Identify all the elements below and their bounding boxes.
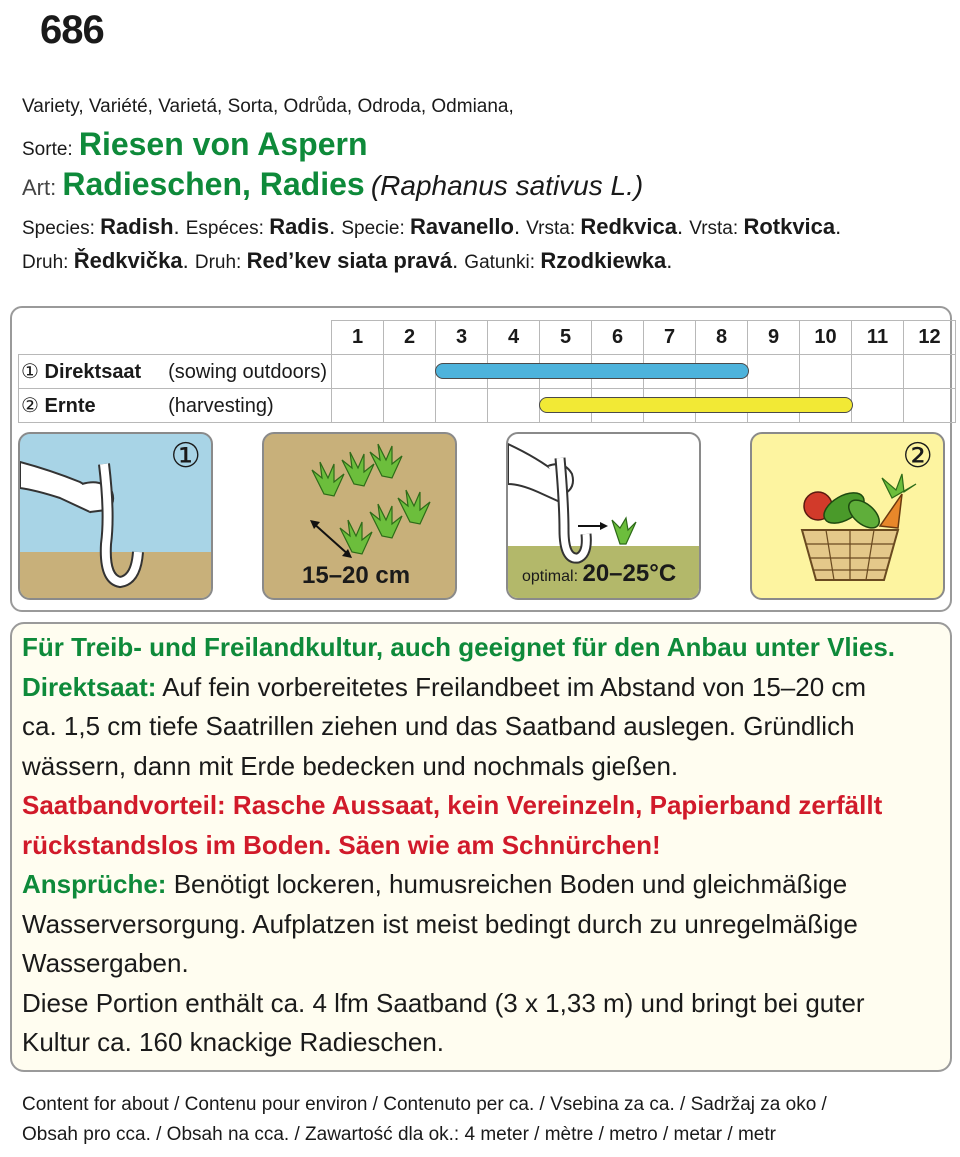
portion-line: Diese Portion enthält ca. 4 lfm Saatband (3 x 1,33 m) und bringt bei guter xyxy=(22,987,865,1018)
sorte-value: Riesen von Aspern xyxy=(78,126,368,162)
month-cell: 1 xyxy=(332,321,384,355)
temperature-label: optimal: xyxy=(522,568,579,585)
species-label: Druh: xyxy=(22,252,74,273)
month-cell: 2 xyxy=(384,321,436,355)
species-label: Specie: xyxy=(341,218,410,239)
species-value: Ředkvička xyxy=(73,248,183,273)
month-cell: 11 xyxy=(852,321,904,355)
art-latin: (Raphanus sativus L.) xyxy=(370,170,644,201)
temperature-value: 20–25°C xyxy=(582,560,677,587)
requirements-text: Benötigt lockeren, humusreichen Boden und gleichmäßige xyxy=(166,869,848,899)
sorte-label: Sorte: xyxy=(22,139,73,160)
species-label: Species: xyxy=(22,218,101,239)
cultivation-note: Für Treib- und Freilandkultur, auch geeignet für den Anbau unter Vlies. xyxy=(22,632,896,662)
row-desc: (harvesting) xyxy=(168,395,274,417)
month-cell: 6 xyxy=(592,321,644,355)
step-badge: ② xyxy=(902,437,933,475)
direct-sowing-label: Direktsaat: xyxy=(22,671,157,702)
instructions-text xyxy=(22,628,895,1063)
requirements-label: Ansprüche: xyxy=(22,869,167,899)
species-value: Radis xyxy=(269,214,330,239)
species-label: Vrsta: xyxy=(526,218,581,239)
direct-sowing-line: wässern, dann mit Erde bedecken und nochmals gießen. xyxy=(22,750,679,781)
direct-sowing-text: Auf fein vorbereitetes Freilandbeet im Abstand von 15–20 cm xyxy=(156,671,867,702)
row-desc: (sowing outdoors) xyxy=(168,361,328,383)
row-name: Ernte xyxy=(44,395,96,417)
advantage-line: rückstandslos im Boden. Säen wie am Schnürchen! xyxy=(22,829,661,860)
calendar-header-row xyxy=(19,321,956,355)
row-number: ② xyxy=(21,395,39,417)
month-cell: 4 xyxy=(488,321,540,355)
row-number: ① xyxy=(21,361,39,383)
species-line-1: Species: Radish. Espéces: Radis. Specie: Ravanello. Vrsta: Redkvica. Vrsta: Rotkvica. xyxy=(22,214,842,239)
temperature-caption xyxy=(522,560,676,588)
advantage-line: Saatbandvorteil: Rasche Aussaat, kein Vereinzeln, Papierband zerfällt xyxy=(22,790,883,820)
art-value: Radieschen, Radies xyxy=(62,166,365,202)
species-label: Espéces: xyxy=(185,218,270,239)
harvest-illustration xyxy=(750,432,945,600)
step-badge: ① xyxy=(170,437,201,475)
harvest-period-bar xyxy=(539,397,853,413)
month-cell: 5 xyxy=(540,321,592,355)
spacing-illustration xyxy=(262,432,457,600)
species-value: Rzodkiewka xyxy=(540,248,667,273)
species-line-2: Druh: Ředkvička. Druh: Red’kev siata pravá. Gatunki: Rzodkiewka. xyxy=(22,248,673,273)
species-label: Vrsta: xyxy=(689,218,744,239)
spacing-caption: 15–20 cm xyxy=(302,562,411,589)
month-cell: 10 xyxy=(800,321,852,355)
content-line: Content for about / Contenu pour environ / Contenuto per ca. / Vsebina za ca. / Sadržaj za oko / xyxy=(22,1094,827,1115)
species-value: Red’kev siata pravá xyxy=(246,248,453,273)
sowing-illustration xyxy=(18,432,213,600)
species-label: Druh: xyxy=(194,252,247,273)
direct-sowing-line: ca. 1,5 cm tiefe Saatrillen ziehen und das Saatband auslegen. Gründlich xyxy=(22,711,855,741)
month-cell: 8 xyxy=(696,321,748,355)
requirements-line: Wassergaben. xyxy=(22,948,189,978)
species-label: Gatunki: xyxy=(464,252,541,273)
month-cell: 7 xyxy=(644,321,696,355)
art-label: Art: xyxy=(22,175,57,200)
calendar-row-label xyxy=(19,355,332,389)
month-cell: 9 xyxy=(748,321,800,355)
content-line: Obsah pro cca. / Obsah na cca. / Zawartość dla ok.: 4 meter / mètre / metro / metar / metr xyxy=(22,1124,776,1145)
packet-number: 686 xyxy=(40,8,104,52)
species-value: Rotkvica xyxy=(743,214,836,239)
month-cell: 12 xyxy=(904,321,956,355)
species-value: Redkvica xyxy=(580,214,677,239)
calendar-row-label xyxy=(19,389,332,423)
requirements-line: Wasserversorgung. Aufplatzen ist meist bedingt durch zu unregelmäßige xyxy=(22,908,858,939)
art-row xyxy=(22,166,643,203)
species-value: Ravanello xyxy=(410,214,514,239)
portion-line: Kultur ca. 160 knackige Radieschen. xyxy=(22,1027,445,1057)
calendar-corner xyxy=(19,321,332,355)
direct-sowing-line xyxy=(22,668,895,708)
sowing-period-bar xyxy=(435,363,749,379)
row-name: Direktsaat xyxy=(44,361,142,383)
requirements-line xyxy=(22,865,895,905)
variety-line: Variety, Variété, Varietá, Sorta, Odrůda, Odroda, Odmiana, xyxy=(22,96,514,117)
species-value: Radish xyxy=(100,214,174,239)
month-cell: 3 xyxy=(436,321,488,355)
temperature-illustration xyxy=(506,432,701,600)
sorte-row xyxy=(22,126,368,163)
